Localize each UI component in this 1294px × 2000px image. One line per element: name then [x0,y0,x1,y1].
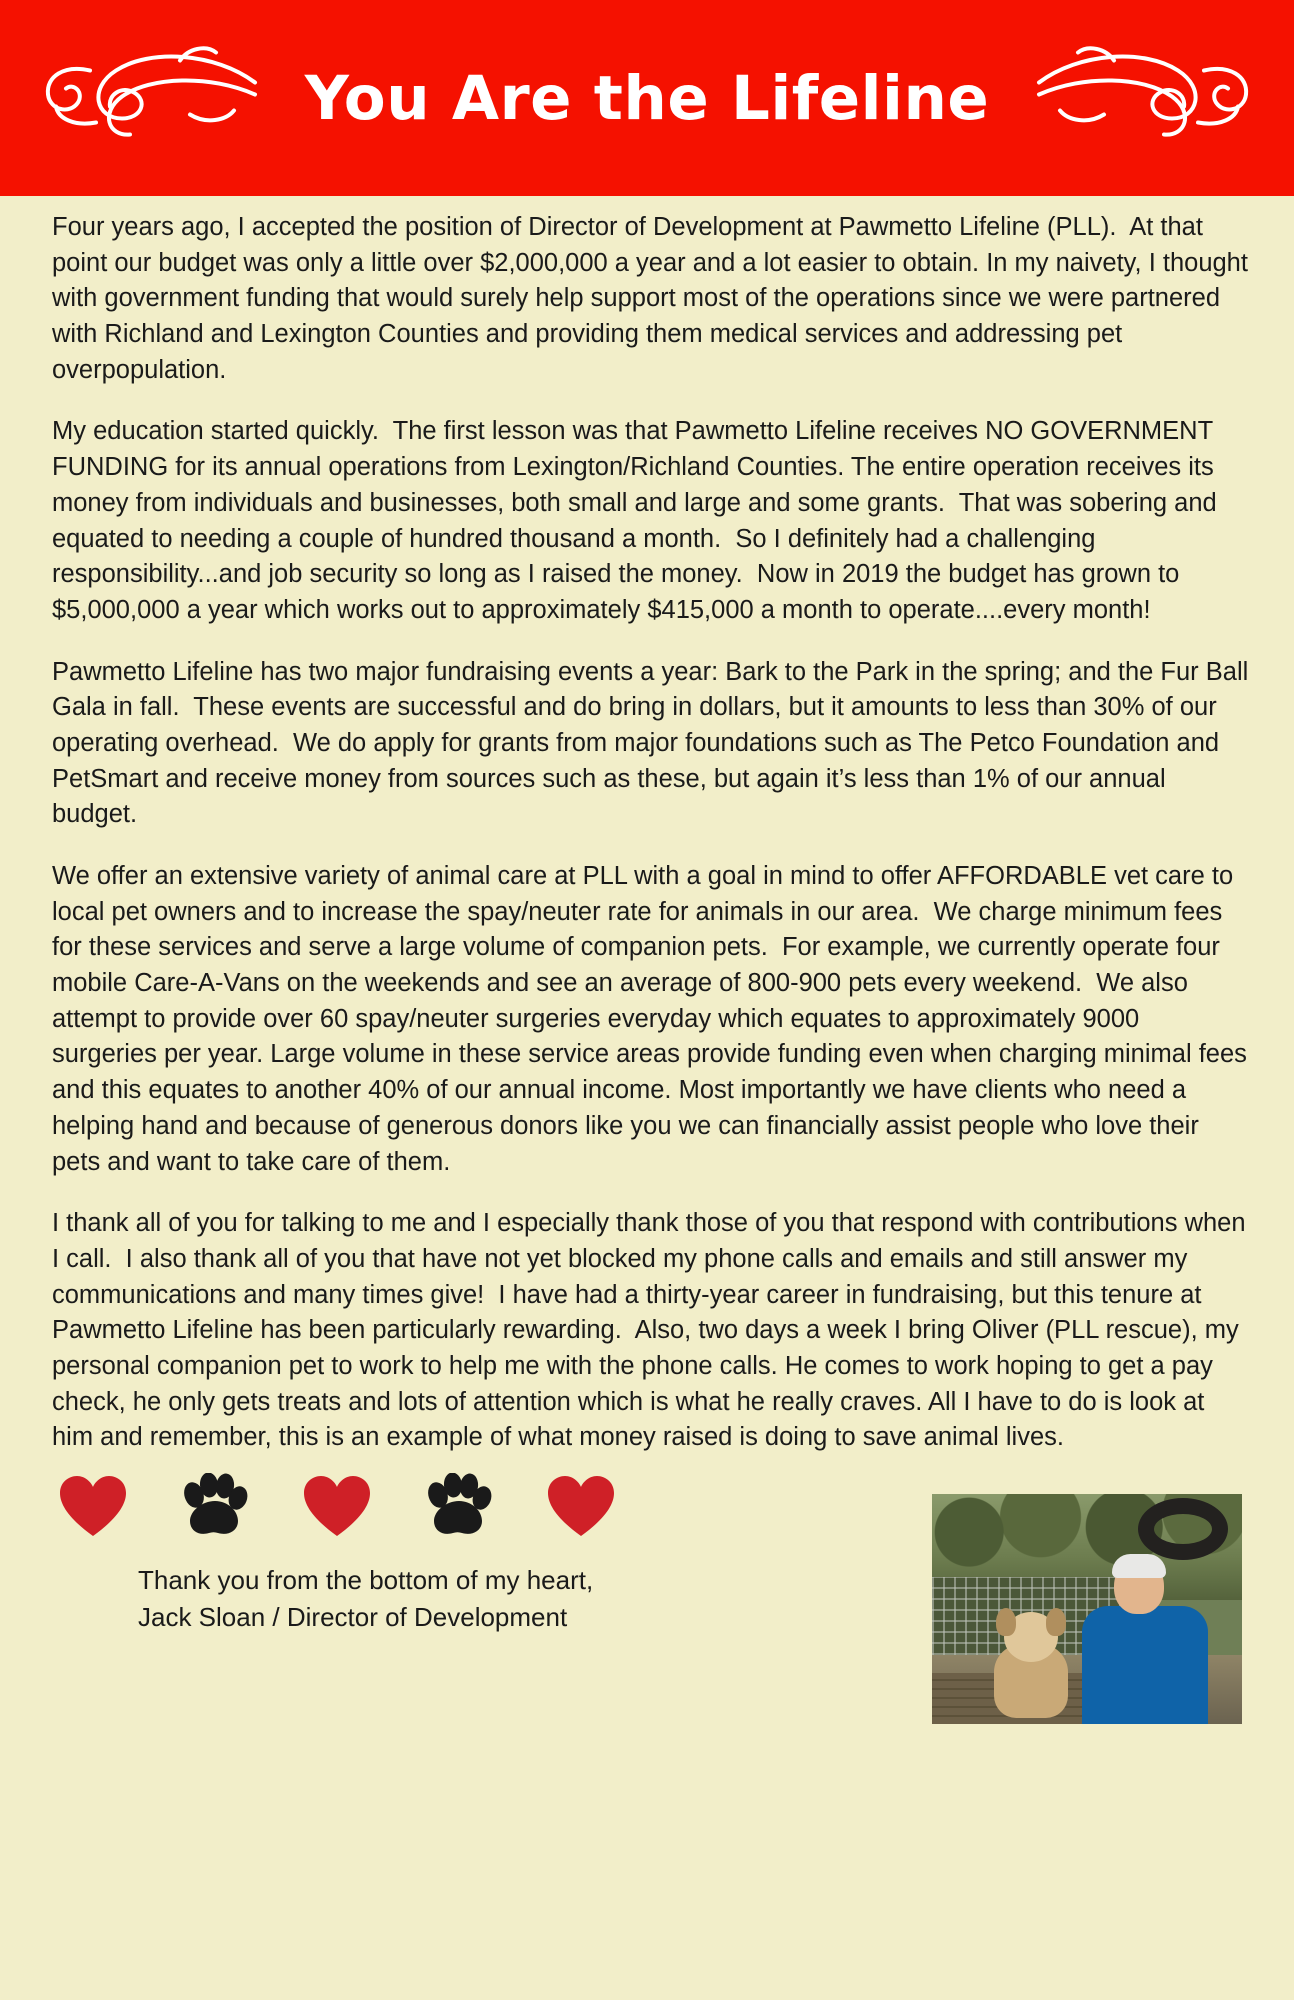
photo-dog-ear-right [1046,1608,1066,1636]
letter-body [0,196,1294,1456]
photo-man-hair [1112,1554,1166,1578]
paragraph-3: Pawmetto Lifeline has two major fundraising events a year: Bark to the Park in the spring; and the Fur Ball Gala in fall. These events are successful and do bring in dollars, but it amounts to less than 30% of our operating overhead. We do apply for grants from major foundations such as The Petco Foundation and PetSmart and receive money from sources such as these, but again it’s less than 1% of our annual budget. [52,657,1256,829]
header-banner [0,0,1294,196]
letter-footer [0,1464,1294,1734]
page-title: You Are the Lifeline [304,62,990,134]
heart-icon [546,1474,616,1538]
paragraph-5: I thank all of you for talking to me and I especially thank those of you that respond with contributions when I call. I also thank all of you that have not yet blocked my phone calls and emails and still answer my communications and many times give! I have had a thirty-year career in fundraising, but this tenure at Pawmetto Lifeline has been particularly rewarding. Also, two days a week I bring Oliver (PLL rescue), my personal companion pet to work to help me with the phone calls. He comes to work hoping to get a pay check, he only gets treats and lots of attention which is what he really craves. All I have to do is look at him and remember, this is an example of what money raised is doing to save animal lives. [52,1209,1253,1452]
closing-line: Thank you from the bottom of my heart, [138,1565,594,1595]
flourish-ornament-right-icon [1034,31,1264,166]
paragraph-4: We offer an extensive variety of animal care at PLL with a goal in mind to offer AFFORDABLE vet care to local pet owners and to increase the spay/neuter rate for animals in our area. We charge minimum fees for these services and serve a large volume of companion pets. For example, we currently operate four mobile Care-A-Vans on the weekends and see an average of 800-900 pets every weekend. We also attempt to provide over 60 spay/neuter surgeries everyday which equates to approximately 9000 surgeries per year. Large volume in these service areas provide funding even when charging minimal fees and this equates to another 40% of our annual income. Most importantly we have clients who need a helping hand and because of generous donors like you we can financially assist people who love their pets and want to take care of them. [52,862,1254,1176]
paragraph-2: My education started quickly. The first lesson was that Pawmetto Lifeline receives NO GOVERNMENT FUNDING for its annual operations from Lexington/Richland Counties. The entire operation receives its money from individuals and businesses, both small and large and some grants. That was sobering and equated to needing a couple of hundred thousand a month. So I definitely had a challenging responsibility...and job security so long as I raised the money. Now in 2019 the budget has grown to $5,000,000 a year which works out to approximately $415,000 a month to operate....every month! [52,417,1224,624]
paragraph-1: Four years ago, I accepted the position of Director of Development at Pawmetto Lifeline (PLL). At that point our budget was only a little over $2,000,000 a year and a lot easier to obtain. In my naivety, I thought with government funding that would surely help support most of the operations since we were partnered with Richland and Lexington Counties and providing them medical services and addressing pet overpopulation. [52,213,1256,384]
paw-print-icon [424,1473,494,1539]
signature-line: Jack Sloan / Director of Development [138,1601,568,1632]
photo-tire-swing [1138,1498,1228,1560]
heart-icon [58,1474,128,1538]
author-photo [932,1494,1242,1724]
heart-icon [302,1474,372,1538]
photo-man-body [1082,1606,1208,1724]
flourish-ornament-left-icon [30,31,260,166]
paw-print-icon [180,1473,250,1539]
photo-dog-ear-left [996,1608,1016,1636]
